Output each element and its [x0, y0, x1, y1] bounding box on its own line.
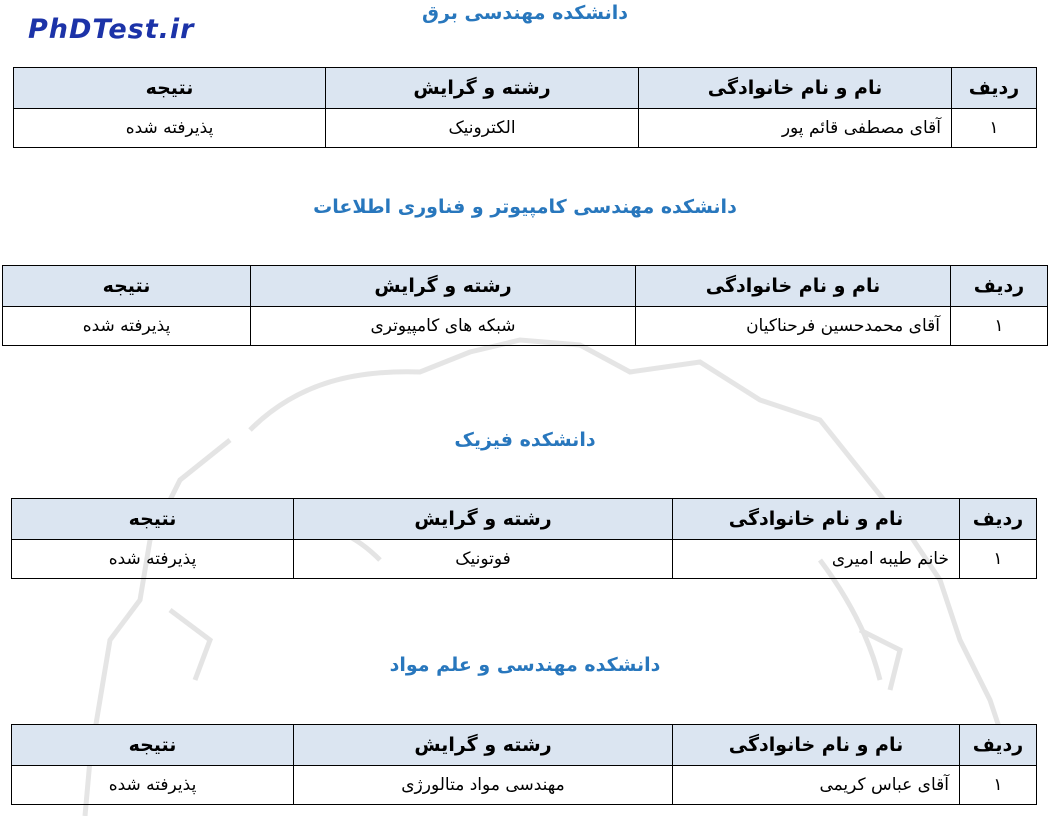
results-table-electrical [13, 67, 1037, 148]
person-name: آقای مصطفی قائم پور [639, 109, 952, 148]
header-result: نتیجه [12, 499, 294, 540]
section-title-physics: دانشکده فیزیک [454, 429, 596, 451]
header-row-number: ردیف [960, 499, 1037, 540]
row-number: ۱ [960, 540, 1037, 579]
header-row-number: ردیف [951, 266, 1048, 307]
header-result: نتیجه [3, 266, 251, 307]
table-header-row [12, 725, 1037, 766]
admission-result: پذیرفته شده [3, 307, 251, 346]
header-result: نتیجه [14, 68, 326, 109]
person-name: آقای عباس کریمی [673, 766, 960, 805]
header-row-number: ردیف [960, 725, 1037, 766]
admission-result: پذیرفته شده [12, 540, 294, 579]
header-field: رشته و گرایش [251, 266, 636, 307]
header-name: نام و نام خانوادگی [673, 499, 960, 540]
table-header-row [12, 499, 1037, 540]
table-header-row [14, 68, 1037, 109]
results-table-computer-it [2, 265, 1048, 346]
table-header-row [3, 266, 1048, 307]
table-row [12, 540, 1037, 579]
row-number: ۱ [960, 766, 1037, 805]
admission-result: پذیرفته شده [12, 766, 294, 805]
results-table-materials [11, 724, 1037, 805]
section-title-electrical: دانشکده مهندسی برق [421, 2, 629, 24]
person-name: خانم طیبه امیری [673, 540, 960, 579]
table-row [12, 766, 1037, 805]
header-name: نام و نام خانوادگی [636, 266, 951, 307]
section-title-materials: دانشکده مهندسی و علم مواد [389, 654, 661, 676]
header-row-number: ردیف [952, 68, 1037, 109]
field-of-study: مهندسی مواد متالورژی [294, 766, 673, 805]
header-field: رشته و گرایش [326, 68, 639, 109]
field-of-study: فوتونیک [294, 540, 673, 579]
header-field: رشته و گرایش [294, 499, 673, 540]
section-title-computer-it: دانشکده مهندسی کامپیوتر و فناوری اطلاعات [313, 196, 737, 218]
field-of-study: الکترونیک [326, 109, 639, 148]
results-table-physics [11, 498, 1037, 579]
row-number: ۱ [951, 307, 1048, 346]
row-number: ۱ [952, 109, 1037, 148]
table-row [3, 307, 1048, 346]
site-logo: PhDTest.ir [28, 14, 195, 45]
admission-result: پذیرفته شده [14, 109, 326, 148]
header-name: نام و نام خانوادگی [639, 68, 952, 109]
field-of-study: شبکه های کامپیوتری [251, 307, 636, 346]
header-name: نام و نام خانوادگی [673, 725, 960, 766]
table-row [14, 109, 1037, 148]
header-field: رشته و گرایش [294, 725, 673, 766]
person-name: آقای محمدحسین فرحناکیان [636, 307, 951, 346]
header-result: نتیجه [12, 725, 294, 766]
